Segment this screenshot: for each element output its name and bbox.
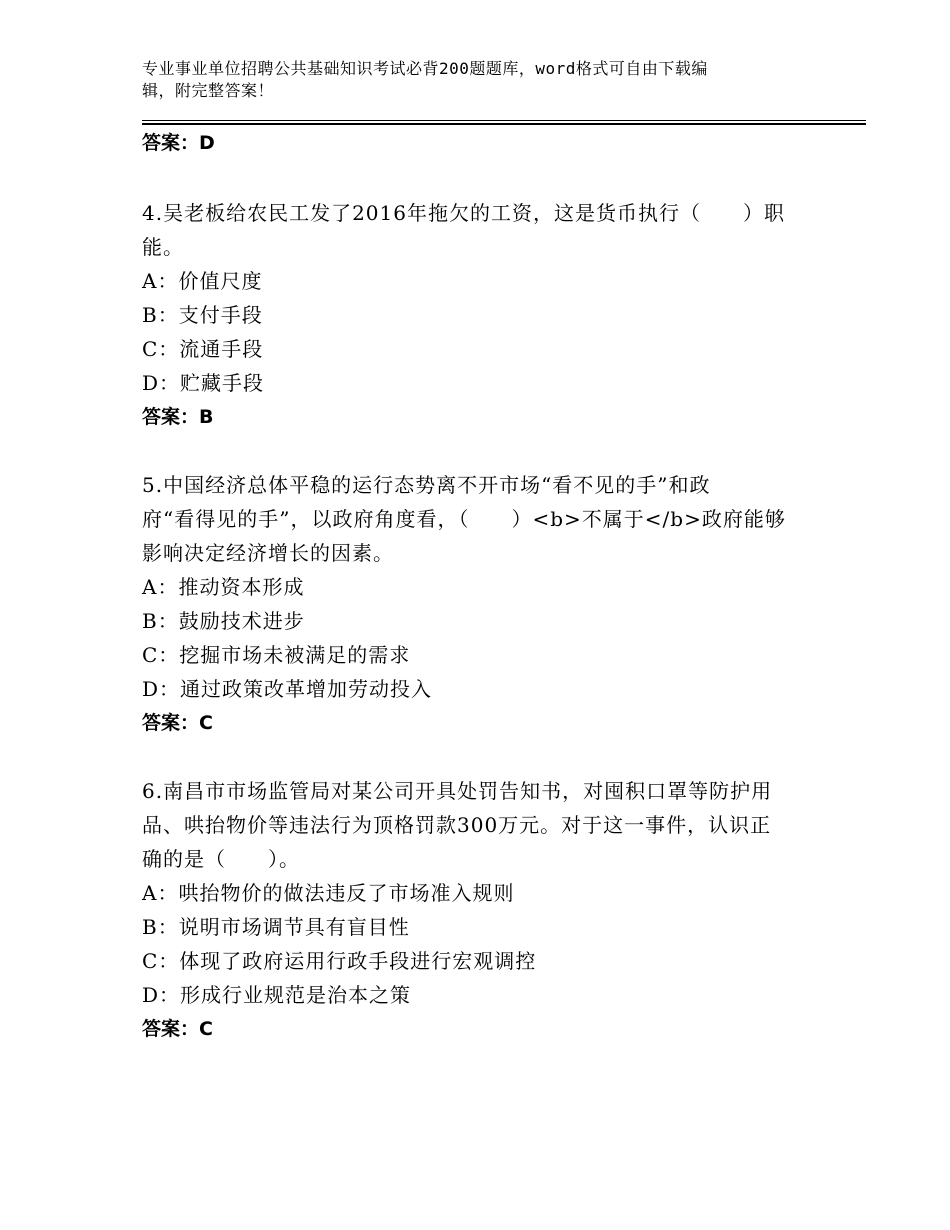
answer: 答案：C [142, 712, 213, 734]
question-line: 能。 [142, 235, 184, 259]
option-d: D：通过政策改革增加劳动投入 [142, 677, 433, 701]
header-line-1: 专业事业单位招聘公共基础知识考试必背200题题库，word格式可自由下载编 [142, 59, 708, 78]
header-line-2: 辑，附完整答案！ [142, 81, 275, 100]
option-c: C：挖掘市场未被满足的需求 [142, 643, 411, 667]
document-header [142, 58, 792, 102]
question-text [142, 196, 822, 264]
header-divider [142, 120, 866, 125]
question-line: 影响决定经济增长的因素。 [142, 541, 394, 565]
question-block-5 [142, 468, 822, 740]
option-a: A：哄抬物价的做法违反了市场准入规则 [142, 881, 515, 905]
option-c: C：流通手段 [142, 337, 264, 361]
question-line: 5.中国经济总体平稳的运行态势离不开市场“看不见的手”和政 [142, 473, 711, 497]
option-d: D：形成行业规范是治本之策 [142, 983, 412, 1007]
question-block-4 [142, 196, 822, 434]
question-text [142, 468, 822, 570]
option-b: B：鼓励技术进步 [142, 609, 305, 633]
question-line: 确的是（ ）。 [142, 847, 300, 871]
question-line: 府“看得见的手”，以政府角度看，（ ）<b>不属于</b>政府能够 [142, 507, 786, 531]
answer: 答案：C [142, 1018, 213, 1040]
option-a: A：价值尺度 [142, 269, 263, 293]
question-block-6 [142, 774, 822, 1046]
question-line: 6.南昌市市场监管局对某公司开具处罚告知书，对囤积口罩等防护用 [142, 779, 773, 803]
previous-answer: 答案：D [142, 132, 215, 154]
question-line: 品、哄抬物价等违法行为顶格罚款300万元。对于这一事件，认识正 [142, 813, 772, 837]
answer: 答案：B [142, 406, 214, 428]
option-c: C：体现了政府运用行政手段进行宏观调控 [142, 949, 537, 973]
option-b: B：支付手段 [142, 303, 263, 327]
option-d: D：贮藏手段 [142, 371, 265, 395]
option-b: B：说明市场调节具有盲目性 [142, 915, 410, 939]
question-line: 4.吴老板给农民工发了2016年拖欠的工资，这是货币执行（ ）职 [142, 201, 785, 225]
option-a: A：推动资本形成 [142, 575, 305, 599]
question-text [142, 774, 822, 876]
